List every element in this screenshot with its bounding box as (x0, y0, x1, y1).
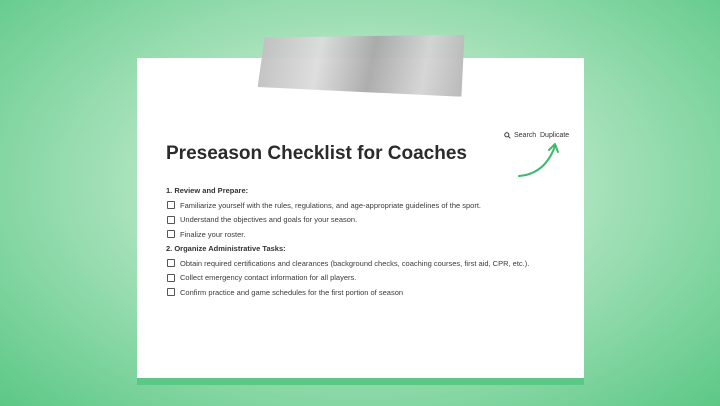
section-heading: 2. Organize Administrative Tasks: (166, 244, 286, 253)
item-label: Finalize your roster. (180, 229, 246, 239)
search-button[interactable] (504, 132, 536, 139)
item-label: Understand the objectives and goals for your season. (180, 215, 358, 224)
checkbox[interactable] (167, 274, 175, 282)
checkbox[interactable] (167, 259, 175, 267)
item-label: Obtain required certifications and clearances (background checks, coaching courses, first aid, CPR, etc.). (180, 258, 530, 268)
checklist-item[interactable] (166, 272, 596, 283)
torn-edge (137, 345, 584, 385)
checkbox[interactable] (167, 288, 175, 296)
checklist-item[interactable] (166, 258, 596, 269)
item-label: Collect emergency contact information for all players. (180, 273, 357, 282)
checklist-item[interactable] (166, 214, 596, 225)
section-heading: 1. Review and Prepare: (166, 186, 249, 195)
item-label: Familiarize yourself with the rules, regulations, and age-appropriate guidelines of the sport. (180, 200, 481, 210)
search-icon (504, 132, 511, 139)
checkbox[interactable] (167, 201, 175, 209)
page-title: Preseason Checklist for Coaches (166, 143, 467, 164)
tape-decoration (257, 31, 464, 97)
checklist (166, 185, 596, 298)
checklist-item[interactable] (166, 287, 596, 298)
checklist-item[interactable] (166, 200, 596, 211)
checklist-item[interactable] (166, 229, 596, 240)
item-label: Confirm practice and game schedules for the first portion of season (180, 287, 404, 297)
search-label: Search (514, 132, 537, 139)
checkbox[interactable] (167, 230, 175, 238)
arrow-icon (515, 140, 565, 180)
checkbox[interactable] (167, 216, 175, 224)
duplicate-button[interactable]: Duplicate (540, 132, 570, 139)
